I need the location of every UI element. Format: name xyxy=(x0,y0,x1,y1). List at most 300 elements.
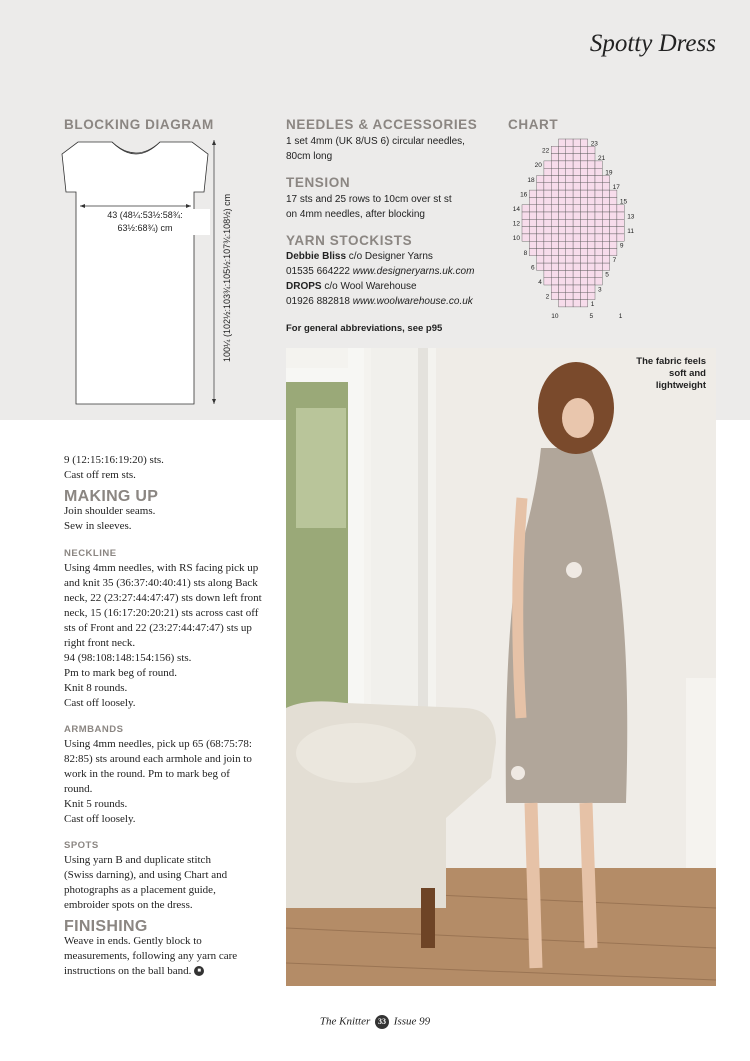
chart-cell xyxy=(529,197,536,204)
chart-cell xyxy=(551,168,558,175)
chart-cell xyxy=(595,227,602,234)
chart-cell xyxy=(573,219,580,226)
chart-stitch-label: 1 xyxy=(618,312,623,320)
chart-cell xyxy=(559,212,566,219)
chart-cell xyxy=(566,205,573,212)
chart-cell xyxy=(566,168,573,175)
chart-cell xyxy=(610,234,617,241)
instruction-line: and knit 35 (36:37:40:40:41) sts along Back xyxy=(64,577,258,589)
chart-cell xyxy=(537,234,544,241)
page-footer: The Knitter 33 Issue 99 xyxy=(319,1015,431,1028)
chart-cell xyxy=(544,270,551,277)
chart-cell xyxy=(537,176,544,183)
chart-cell xyxy=(573,176,580,183)
chart-row-label: 9 xyxy=(619,242,624,250)
chart-cell xyxy=(566,241,573,248)
chart-cell xyxy=(573,278,580,285)
chart-cell xyxy=(617,205,624,212)
armbands-text xyxy=(64,737,279,827)
chart-cell xyxy=(529,212,536,219)
stockist-link[interactable]: www.woolwarehouse.co.uk xyxy=(352,296,473,307)
chart-cell xyxy=(610,212,617,219)
chart-cell xyxy=(559,183,566,190)
instruction-line: neck, 15 (16:17:20:20:21) sts across cast off xyxy=(64,607,259,619)
chart-cell xyxy=(551,146,558,153)
chart-cell xyxy=(559,270,566,277)
chart-cell xyxy=(544,278,551,285)
chart-cell xyxy=(559,219,566,226)
chart-cell xyxy=(529,234,536,241)
chart-cell xyxy=(580,146,587,153)
chart-cell xyxy=(602,183,609,190)
chart-cell xyxy=(588,270,595,277)
chart-cell xyxy=(595,212,602,219)
chart-cell xyxy=(544,241,551,248)
chart-cell xyxy=(580,190,587,197)
instruction-line: Using 4mm needles, with RS facing pick up xyxy=(64,562,259,574)
chart-cell xyxy=(559,197,566,204)
chart-cell xyxy=(529,190,536,197)
dress-photo xyxy=(286,348,716,986)
chart-cell xyxy=(544,227,551,234)
chart-cell xyxy=(610,197,617,204)
chart-cell xyxy=(580,249,587,256)
chart-cell xyxy=(595,263,602,270)
chart-cell xyxy=(559,168,566,175)
chart-cell xyxy=(610,190,617,197)
making-up-heading: MAKING UP xyxy=(64,488,159,505)
chart-cell xyxy=(559,256,566,263)
chart-cell xyxy=(588,234,595,241)
chart-cell xyxy=(551,212,558,219)
chart-cell xyxy=(566,292,573,299)
chart-cell xyxy=(544,168,551,175)
chart-cell xyxy=(588,219,595,226)
chart-cell xyxy=(566,161,573,168)
chart-cell xyxy=(573,168,580,175)
chart-row-label: 1 xyxy=(590,300,595,308)
tension-text: 17 sts and 25 rows to 10cm over st st on 4mm needles, after blocking xyxy=(286,194,452,220)
chart-row-label: 22 xyxy=(541,147,550,155)
chart-row-label: 20 xyxy=(534,162,542,170)
chart-cell xyxy=(544,249,551,256)
chart-cell xyxy=(573,197,580,204)
chart-cell xyxy=(522,227,529,234)
chart-row-label: 17 xyxy=(612,184,620,192)
chart-cell xyxy=(537,241,544,248)
instruction-line: Cast off loosely. xyxy=(64,813,136,825)
chart-cell xyxy=(566,249,573,256)
chart-cell xyxy=(602,212,609,219)
chart-cell xyxy=(580,212,587,219)
chart-cell xyxy=(551,234,558,241)
chart-cell xyxy=(559,154,566,161)
instruction-line: right front neck. xyxy=(64,637,136,649)
instruction-line: measurements, following any yarn care xyxy=(64,950,238,962)
chart-cell xyxy=(559,249,566,256)
instruction-line: round. xyxy=(64,783,93,795)
tension-heading: TENSION xyxy=(286,175,351,190)
chart-cell xyxy=(602,190,609,197)
stockist-item: Debbie Bliss c/o Designer Yarns xyxy=(286,251,433,262)
chart-cell xyxy=(580,300,587,307)
instruction-line: Cast off loosely. xyxy=(64,697,136,709)
chart-row-label: 7 xyxy=(612,257,617,265)
spot-chart xyxy=(500,135,650,335)
chart-cell xyxy=(551,176,558,183)
chart-cell xyxy=(566,285,573,292)
chart-cell xyxy=(566,270,573,277)
chart-cell xyxy=(595,241,602,248)
chart-cell xyxy=(544,176,551,183)
chart-cell xyxy=(551,270,558,277)
chart-cell xyxy=(595,256,602,263)
chart-cell xyxy=(580,219,587,226)
chart-cell xyxy=(595,197,602,204)
chart-cell xyxy=(588,197,595,204)
chart-cell xyxy=(588,285,595,292)
chart-row-label: 13 xyxy=(627,213,635,221)
chart-cell xyxy=(588,146,595,153)
chart-cell xyxy=(559,190,566,197)
chart-cell xyxy=(566,227,573,234)
stockist-list: Debbie Bliss c/o Designer Yarns 01535 664222 www.designeryarns.uk.com DROPS c/o Wool Warehouse 01926 882818 www.woolwarehouse.co.uk xyxy=(286,251,475,307)
chart-cell xyxy=(595,176,602,183)
chart-cell xyxy=(537,212,544,219)
chart-row-label: 21 xyxy=(598,154,606,162)
chart-cell xyxy=(595,249,602,256)
chart-stitch-label: 5 xyxy=(589,312,594,320)
photo-caption: The fabric feels soft and lightweight xyxy=(636,356,706,391)
chart-cell xyxy=(566,197,573,204)
chart-cell xyxy=(573,139,580,146)
chart-row-label: 6 xyxy=(530,264,535,272)
chart-cell xyxy=(617,219,624,226)
chart-cell xyxy=(566,212,573,219)
chart-cell xyxy=(610,241,617,248)
chart-cell xyxy=(544,190,551,197)
chart-row-label: 18 xyxy=(527,176,535,184)
chart-cell xyxy=(566,234,573,241)
chart-cell xyxy=(529,249,536,256)
chart-cell xyxy=(566,176,573,183)
chart-heading: CHART xyxy=(508,117,559,132)
chart-cell xyxy=(595,190,602,197)
chart-cell xyxy=(580,270,587,277)
chart-cell xyxy=(580,183,587,190)
chart-cell xyxy=(551,183,558,190)
chart-cell xyxy=(566,183,573,190)
chart-cell xyxy=(573,161,580,168)
chart-cell xyxy=(580,139,587,146)
chart-cell xyxy=(537,263,544,270)
instruction-line: instructions on the ball band. ■ xyxy=(64,964,279,979)
chart-cell xyxy=(544,183,551,190)
chart-cell xyxy=(580,176,587,183)
chart-cell xyxy=(551,249,558,256)
chart-cell xyxy=(595,270,602,277)
chart-cell xyxy=(566,190,573,197)
chart-cell xyxy=(566,256,573,263)
chart-cell xyxy=(544,197,551,204)
chart-cell xyxy=(602,176,609,183)
chart-cell xyxy=(580,256,587,263)
chart-cell xyxy=(566,278,573,285)
chart-cell xyxy=(566,219,573,226)
chart-row-label: 3 xyxy=(598,286,602,294)
chart-cell xyxy=(595,161,602,168)
chart-cell xyxy=(580,168,587,175)
chart-cell xyxy=(617,212,624,219)
instruction-line: 94 (98:108:148:154:156) sts. xyxy=(64,652,192,664)
abbreviations-note: For general abbreviations, see p95 xyxy=(286,323,443,334)
chart-cell xyxy=(573,205,580,212)
chart-cell xyxy=(537,256,544,263)
chart-row-label: 16 xyxy=(520,191,528,199)
finishing-text xyxy=(64,934,279,979)
chart-cell xyxy=(595,278,602,285)
chart-cell xyxy=(610,219,617,226)
neckline-heading: NECKLINE xyxy=(64,548,117,559)
chart-cell xyxy=(566,146,573,153)
chart-row-label: 5 xyxy=(605,271,609,279)
chart-cell xyxy=(529,219,536,226)
chart-cell xyxy=(573,292,580,299)
chart-cell xyxy=(559,285,566,292)
armbands-heading: ARMBANDS xyxy=(64,724,124,735)
chart-cell xyxy=(602,249,609,256)
chart-cell xyxy=(580,263,587,270)
chart-row-label: 4 xyxy=(538,279,542,286)
chart-cell xyxy=(595,234,602,241)
chart-cell xyxy=(588,161,595,168)
chart-row-label: 23 xyxy=(590,140,598,148)
chart-cell xyxy=(580,161,587,168)
chart-cell xyxy=(595,205,602,212)
chart-cell xyxy=(559,292,566,299)
instruction-line: sts of Front and 22 (23:27:44:47:47) sts up xyxy=(64,622,252,634)
chart-cell xyxy=(551,219,558,226)
stockist-item: DROPS c/o Wool Warehouse xyxy=(286,281,417,292)
chart-cell xyxy=(602,263,609,270)
chart-cell xyxy=(537,219,544,226)
chart-cell xyxy=(588,190,595,197)
chart-cell xyxy=(610,249,617,256)
chart-cell xyxy=(566,139,573,146)
chart-cell xyxy=(551,161,558,168)
chart-cell xyxy=(573,249,580,256)
instruction-line: (Swiss darning), and using Chart and xyxy=(64,869,228,881)
chart-cell xyxy=(580,241,587,248)
chart-cell xyxy=(537,249,544,256)
chart-cell xyxy=(588,176,595,183)
instruction-line: 82:85) sts around each armhole and join to xyxy=(64,753,252,765)
chart-cell xyxy=(551,285,558,292)
chart-cell xyxy=(588,256,595,263)
chart-row-label: 19 xyxy=(605,169,613,177)
chart-cell xyxy=(551,154,558,161)
chart-cell xyxy=(551,205,558,212)
instruction-line: photographs as a placement guide, xyxy=(64,884,216,896)
stockists-heading: YARN STOCKISTS xyxy=(286,233,413,248)
chart-cell xyxy=(595,168,602,175)
chart-cell xyxy=(559,241,566,248)
chart-cell xyxy=(573,241,580,248)
chart-cell xyxy=(544,212,551,219)
chart-cell xyxy=(580,205,587,212)
chart-cell xyxy=(588,263,595,270)
chart-cell xyxy=(588,227,595,234)
length-measurement: 100¼ (102½:103¾:105½:107¾:108½) cm xyxy=(222,193,232,362)
chart-cell xyxy=(544,219,551,226)
chart-cell xyxy=(580,285,587,292)
chart-cell xyxy=(588,249,595,256)
chart-cell xyxy=(529,205,536,212)
chart-cell xyxy=(610,205,617,212)
chart-cell xyxy=(602,241,609,248)
chart-cell xyxy=(602,197,609,204)
chart-cell xyxy=(559,205,566,212)
instruction-line: Pm to mark beg of round. xyxy=(64,667,178,679)
chart-cell xyxy=(580,154,587,161)
chart-cell xyxy=(544,263,551,270)
chart-cell xyxy=(522,205,529,212)
chart-cell xyxy=(559,227,566,234)
chart-cell xyxy=(559,263,566,270)
chart-cell xyxy=(588,154,595,161)
needles-heading: NEEDLES & ACCESSORIES xyxy=(286,117,478,132)
needles-text: 1 set 4mm (UK 8/US 6) circular needles, 80cm long xyxy=(286,136,465,162)
instruction-line: Knit 8 rounds. xyxy=(64,682,128,694)
chart-cell xyxy=(617,227,624,234)
chart-cell xyxy=(580,234,587,241)
chart-cell xyxy=(544,234,551,241)
instruction-line: Knit 5 rounds. xyxy=(64,798,128,810)
chart-cell xyxy=(537,183,544,190)
instruction-line: neck, 22 (23:27:44:47:47) sts down left front xyxy=(64,592,262,604)
chart-cell xyxy=(573,154,580,161)
pattern-instructions: 9 (12:15:16:19:20) sts. Cast off rem sts. MAKING UP Join shoulder seams. Sew in sleeves. NECKLINE Using 4mm needles, with RS facing pick up and knit 35 (36:37:40:40:41) sts along Back neck, 22 (23:27:44:47:47) sts down left front neck, 15 (16:17:20:20:21) sts across cast off sts of Front and 22 (23:27:44:47:47) sts up right front neck. 94 (98:108:148:154:156) sts. Pm to mark beg of round. Knit 8 rounds. Cast off loosely. ARMBANDS Using 4mm needles, pick up 65 (68:75:78: 82:85) sts around each armhole and join to work in the round. Pm to mark beg of round. Knit 5 rounds. Cast off loosely. SPOTS Using yarn B and duplicate stitch (Swiss darning), and using Chart and photographs as a placement guide, embroider spots on the dress. FINISHING Weave in ends. Gently block to measurements, following any yarn care instructions on the ball band. ■ xyxy=(64,453,279,979)
chart-cell xyxy=(573,270,580,277)
chart-row-label: 15 xyxy=(619,198,628,206)
chart-cell xyxy=(537,227,544,234)
chart-cell xyxy=(551,263,558,270)
chart-cell xyxy=(588,205,595,212)
chart-cell xyxy=(559,234,566,241)
chart-cell xyxy=(602,234,609,241)
instruction-line: Using 4mm needles, pick up 65 (68:75:78: xyxy=(64,738,252,750)
chart-cell xyxy=(551,190,558,197)
chart-cell xyxy=(573,300,580,307)
chart-cell xyxy=(551,241,558,248)
chart-row-label: 14 xyxy=(512,206,520,213)
chart-row-label: 12 xyxy=(512,220,520,228)
chart-cell xyxy=(544,256,551,263)
chart-cell xyxy=(573,234,580,241)
chart-cell xyxy=(537,205,544,212)
chart-cell xyxy=(602,256,609,263)
chart-cell xyxy=(573,227,580,234)
chart-cell xyxy=(529,241,536,248)
blocking-diagram-heading: BLOCKING DIAGRAM xyxy=(64,117,214,132)
chart-cell xyxy=(522,219,529,226)
chart-cell xyxy=(595,219,602,226)
stockist-link[interactable]: www.designeryarns.uk.com xyxy=(352,266,475,277)
chart-cell xyxy=(566,263,573,270)
chart-stitch-label: 10 xyxy=(551,312,559,320)
instruction-line: work in the round. Pm to mark beg of xyxy=(64,768,230,780)
chart-cell xyxy=(551,256,558,263)
chart-cell xyxy=(573,256,580,263)
chart-cell xyxy=(602,205,609,212)
chart-cell xyxy=(573,146,580,153)
chart-row-label: 2 xyxy=(545,293,550,301)
chart-cell xyxy=(544,161,551,168)
chart-cell xyxy=(566,300,573,307)
chart-cell xyxy=(580,227,587,234)
chart-cell xyxy=(522,212,529,219)
chart-cell xyxy=(588,183,595,190)
chart-cell xyxy=(559,300,566,307)
instruction-line: Using yarn B and duplicate stitch xyxy=(64,854,211,866)
chart-cell xyxy=(573,285,580,292)
chart-cell xyxy=(559,176,566,183)
spots-text xyxy=(64,853,279,913)
chart-cell xyxy=(537,197,544,204)
chart-cell xyxy=(573,183,580,190)
chart-cell xyxy=(588,168,595,175)
end-of-pattern-icon: ■ xyxy=(194,966,204,976)
chart-cell xyxy=(551,292,558,299)
chart-cell xyxy=(559,161,566,168)
page-number-badge: 33 xyxy=(375,1015,389,1029)
chart-cell xyxy=(544,205,551,212)
chart-cell xyxy=(588,278,595,285)
chart-cell xyxy=(551,227,558,234)
chart-cell xyxy=(522,234,529,241)
chart-cell xyxy=(602,219,609,226)
chart-cell xyxy=(551,278,558,285)
chart-cell xyxy=(529,227,536,234)
chart-cell xyxy=(617,234,624,241)
width-measurement: 43 (48¼:53½:58¾: 63½:68¾) cm xyxy=(80,209,210,235)
chart-cell xyxy=(559,139,566,146)
chart-cell xyxy=(595,183,602,190)
chart-cell xyxy=(580,278,587,285)
chart-cell xyxy=(580,197,587,204)
chart-cell xyxy=(580,292,587,299)
neckline-text xyxy=(64,561,279,711)
chart-cell xyxy=(573,263,580,270)
chart-cell xyxy=(551,197,558,204)
page-title: Spotty Dress xyxy=(589,30,716,57)
chart-cell xyxy=(588,292,595,299)
chart-cell xyxy=(610,227,617,234)
chart-cell xyxy=(559,278,566,285)
photo-illustration xyxy=(286,348,716,986)
chart-cell xyxy=(588,212,595,219)
spots-heading: SPOTS xyxy=(64,840,99,851)
chart-cell xyxy=(602,227,609,234)
finishing-heading: FINISHING xyxy=(64,918,148,935)
instruction-line: Weave in ends. Gently block to xyxy=(64,935,202,947)
chart-cell xyxy=(537,190,544,197)
chart-cell xyxy=(559,146,566,153)
chart-cell xyxy=(573,190,580,197)
chart-row-label: 8 xyxy=(523,249,528,257)
chart-row-label: 10 xyxy=(512,235,520,243)
chart-cell xyxy=(573,212,580,219)
